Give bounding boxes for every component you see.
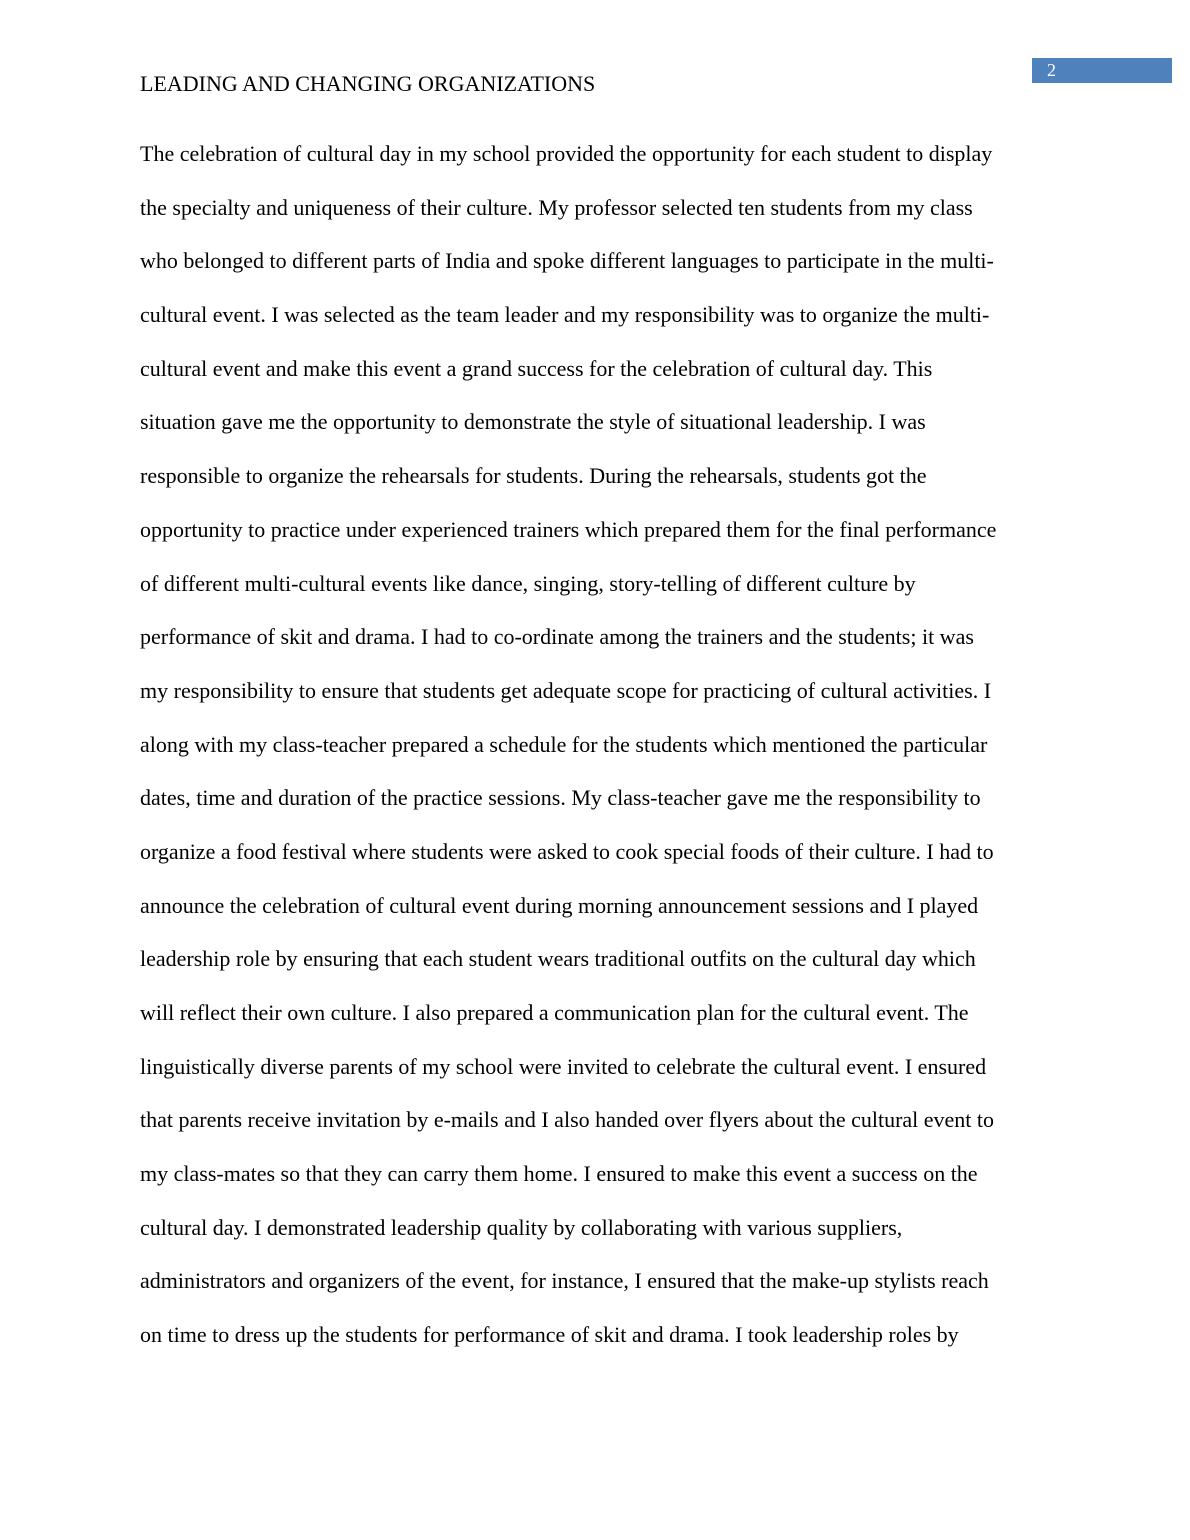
body-line: The celebration of cultural day in my school provided the opportunity for each student to display: [140, 141, 993, 166]
body-paragraph: [140, 139, 1060, 1374]
running-head: LEADING AND CHANGING ORGANIZATIONS: [140, 71, 596, 96]
body-line: announce the celebration of cultural event during morning announcement sessions and I played: [140, 892, 979, 918]
body-line: situation gave me the opportunity to demonstrate the style of situational leadership. I was: [140, 409, 926, 435]
body-line: cultural day. I demonstrated leadership quality by collaborating with various suppliers,: [140, 1214, 903, 1240]
page-number-box: [1032, 58, 1172, 83]
body-line: my responsibility to ensure that students get adequate scope for practicing of cultural activities. I: [140, 677, 992, 703]
page-number: 2: [1047, 60, 1056, 80]
body-line: performance of skit and drama. I had to co-ordinate among the trainers and the students; it was: [140, 624, 974, 650]
body-line: my class-mates so that they can carry them home. I ensured to make this event a success on the: [140, 1161, 978, 1187]
body-line: along with my class-teacher prepared a schedule for the students which mentioned the particular: [140, 731, 988, 757]
body-line: leadership role by ensuring that each student wears traditional outfits on the cultural day which: [140, 946, 976, 972]
body-line: organize a food festival where students were asked to cook special foods of their culture. I had to: [140, 838, 994, 864]
body-line: on time to dress up the students for performance of skit and drama. I took leadership roles by: [140, 1322, 959, 1348]
body-line: administrators and organizers of the event, for instance, I ensured that the make-up stylists reach: [140, 1268, 989, 1294]
body-line: dates, time and duration of the practice sessions. My class-teacher gave me the responsibility to: [140, 785, 981, 811]
body-line: who belonged to different parts of India and spoke different languages to participate in the multi-: [140, 248, 994, 274]
body-line: the specialty and uniqueness of their culture. My professor selected ten students from my class: [140, 194, 973, 220]
body-line: of different multi-cultural events like dance, singing, story-telling of different culture by: [140, 570, 916, 596]
body-line: will reflect their own culture. I also prepared a communication plan for the cultural event. The: [140, 1000, 969, 1025]
body-line: cultural event. I was selected as the team leader and my responsibility was to organize the multi-: [140, 302, 990, 328]
body-line: that parents receive invitation by e-mails and I also handed over flyers about the cultural event to: [140, 1107, 995, 1133]
body-line: linguistically diverse parents of my school were invited to celebrate the cultural event. I ensured: [140, 1053, 987, 1079]
body-line: cultural event and make this event a grand success for the celebration of cultural day. This: [140, 355, 933, 381]
body-line: responsible to organize the rehearsals for students. During the rehearsals, students got the: [140, 463, 927, 489]
body-line: opportunity to practice under experienced trainers which prepared them for the final performance: [140, 516, 997, 542]
